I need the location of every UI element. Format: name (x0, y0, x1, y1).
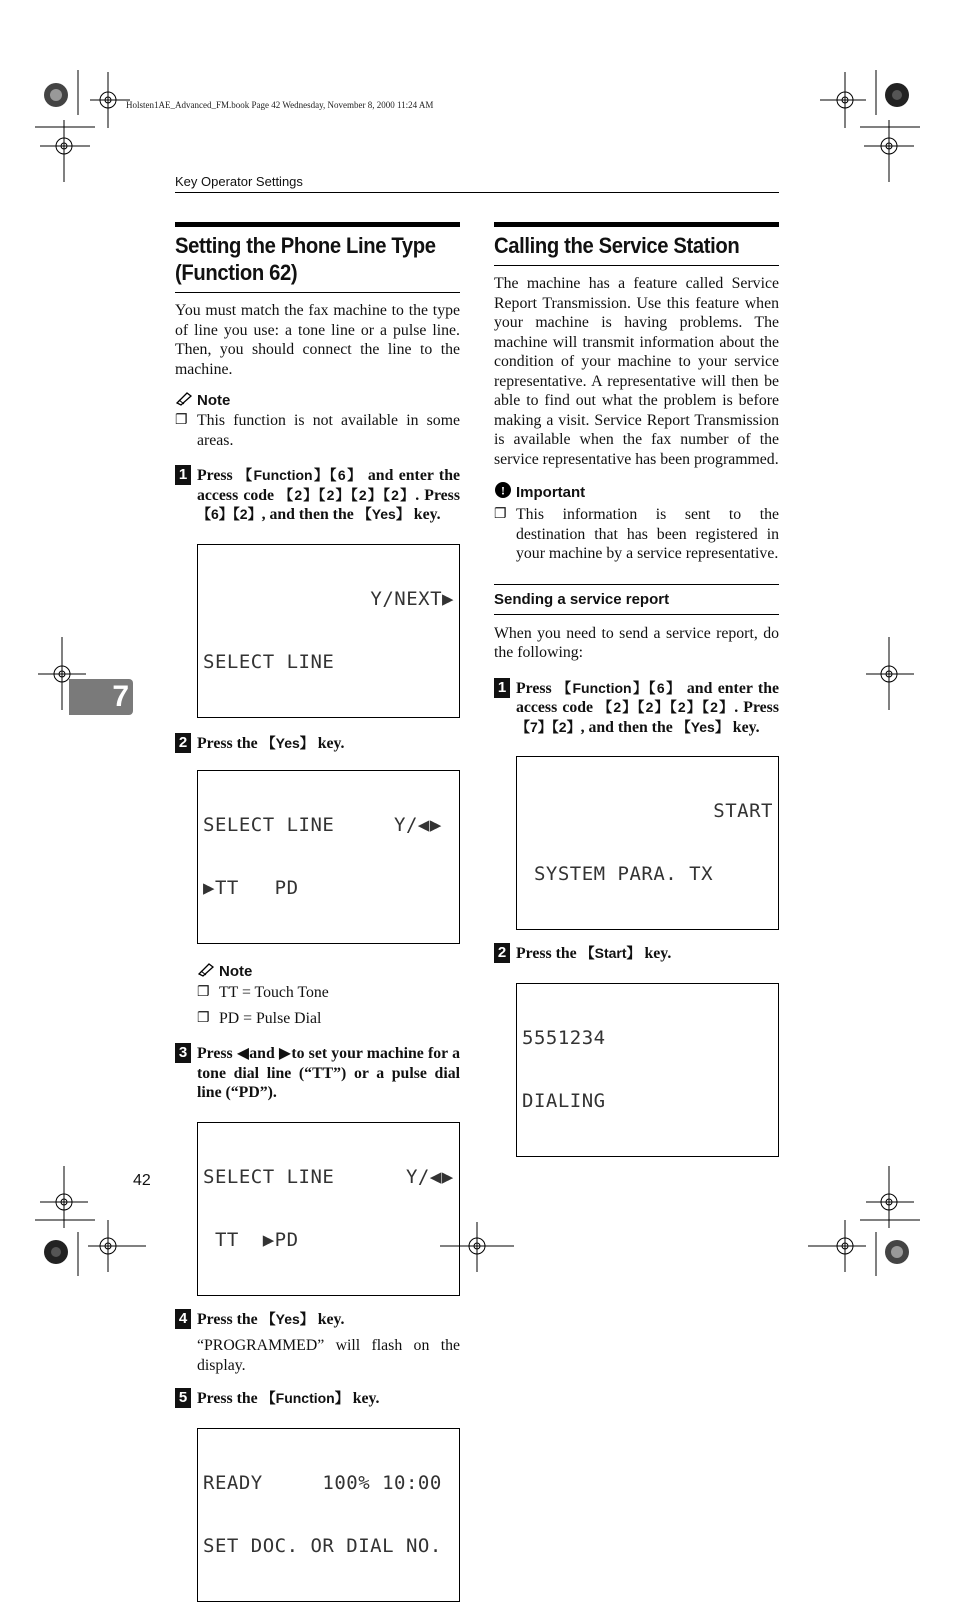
pencil-icon (197, 962, 215, 980)
lcd-display (197, 1428, 460, 1602)
important-heading (494, 481, 779, 503)
note-label: Note (197, 391, 231, 409)
svg-text:!: ! (501, 483, 505, 498)
step-3 (175, 1044, 460, 1103)
step-text: Press 【Function】【6】 and enter the access code 【2】【2】【2】【2】. Press 【6】【2】, and then the 【Yes】 key. (197, 467, 460, 523)
lcd-line-1: READY 100% 10:00 (203, 1471, 442, 1494)
step-text: Press the 【Start】 key. (516, 945, 672, 962)
note-text: PD = Pulse Dial (219, 1009, 322, 1027)
right-column (494, 222, 779, 1157)
lcd-line-1: SELECT LINE Y/◀▶ (203, 1165, 454, 1188)
lcd-display (197, 1122, 460, 1296)
checkbox-icon: ❐ (175, 413, 188, 428)
subsection-heading: Sending a service report (494, 584, 779, 615)
note-heading (197, 962, 460, 980)
title-rule (175, 292, 460, 293)
lcd-display (516, 756, 779, 930)
lcd-line-2: ▶TT PD (203, 877, 299, 899)
step-2 (494, 944, 779, 964)
step-5 (175, 1389, 460, 1409)
lcd-line-1: SELECT LINE Y/◀▶ (203, 814, 442, 836)
lcd-line-1: 5551234 (522, 1026, 606, 1049)
step-number: 3 (175, 1043, 191, 1063)
step-number: 1 (175, 465, 191, 485)
note-item (175, 411, 460, 450)
note-item (197, 983, 460, 1003)
note-item (197, 1009, 460, 1029)
important-text: This information is sent to the destination that has been registered in your machine by a service representative. (516, 506, 779, 562)
section-title (175, 232, 437, 286)
title-line-1: Setting the Phone Line Type (175, 233, 436, 258)
checkbox-icon: ❐ (494, 507, 507, 522)
step-text: Press the 【Yes】 key. (197, 1310, 345, 1328)
important-item (494, 505, 779, 564)
header-rule (175, 192, 779, 193)
note-text: TT = Touch Tone (219, 984, 329, 1001)
step-2 (175, 734, 460, 754)
step-number: 4 (175, 1309, 191, 1329)
step-text: Press the 【Function】 key. (197, 1390, 380, 1407)
important-label: Important (516, 483, 586, 501)
step-4 (175, 1310, 460, 1330)
step-number: 5 (175, 1388, 191, 1408)
checkbox-icon: ❐ (197, 985, 210, 1000)
pencil-icon (175, 391, 193, 409)
section-bar (175, 222, 460, 227)
section-title: Calling the Service Station (494, 233, 740, 258)
lcd-line-2: TT ▶PD (203, 1228, 299, 1251)
chapter-tab: 7 (69, 679, 133, 715)
left-column (175, 222, 460, 1602)
checkbox-icon: ❐ (197, 1010, 210, 1026)
step-text: Press the 【Yes】 key. (197, 734, 345, 752)
step-1 (175, 466, 460, 525)
note-label: Note (219, 962, 253, 980)
step-text: Press ◀and ▶to set your machine for a tone dial line (“TT”) or a pulse dial line (“PD”). (197, 1045, 460, 1101)
lcd-line-2: DIALING (522, 1089, 606, 1112)
title-rule (494, 265, 779, 266)
intro-paragraph: The machine has a feature called Service Report Transmission. Use this feature when your machine is having problems. The machine will transmit information about the condition of your machine to your service representative. A representative will then be able to find out what the problem is before making a visit. Service Report Transmission is available when the fax number of the service representative has been programmed. (494, 275, 779, 468)
step-text: Press 【Function】【6】 and enter the access code 【2】【2】【2】【2】. Press 【7】【2】, and then the 【Yes】 key. (516, 679, 779, 736)
important-icon (494, 481, 512, 503)
lcd-display (197, 544, 460, 718)
lcd-line-2: SYSTEM PARA. TX (522, 863, 714, 885)
note-text: This function is not available in some areas. (197, 412, 460, 449)
lcd-line-2: SELECT LINE (203, 650, 335, 673)
title-line-2: (Function 62) (175, 260, 298, 285)
step-number: 1 (494, 678, 510, 698)
step-number: 2 (494, 943, 510, 963)
step-1 (494, 679, 779, 738)
step-description: “PROGRAMMED” will flash on the display. (197, 1337, 460, 1374)
lcd-line-1: Y/NEXT▶ (370, 587, 454, 610)
lcd-line-1: START (713, 800, 773, 822)
step-number: 2 (175, 733, 191, 753)
intro-paragraph: You must match the fax machine to the type of line you use: a tone line or a pulse line. Then, you should connect the line to the machine. (175, 302, 460, 378)
running-head: Key Operator Settings (175, 174, 303, 189)
note-heading (175, 391, 460, 409)
page-number: 42 (133, 1172, 151, 1189)
lcd-display (197, 770, 460, 944)
section-bar (494, 222, 779, 227)
lcd-line-2: SET DOC. OR DIAL NO. (203, 1534, 442, 1557)
subsection-intro: When you need to send a service report, do the following: (494, 624, 779, 661)
lcd-display (516, 983, 779, 1157)
print-header: Holsten1AE_Advanced_FM.book Page 42 Wednesday, November 8, 2000 11:24 AM (126, 100, 434, 110)
